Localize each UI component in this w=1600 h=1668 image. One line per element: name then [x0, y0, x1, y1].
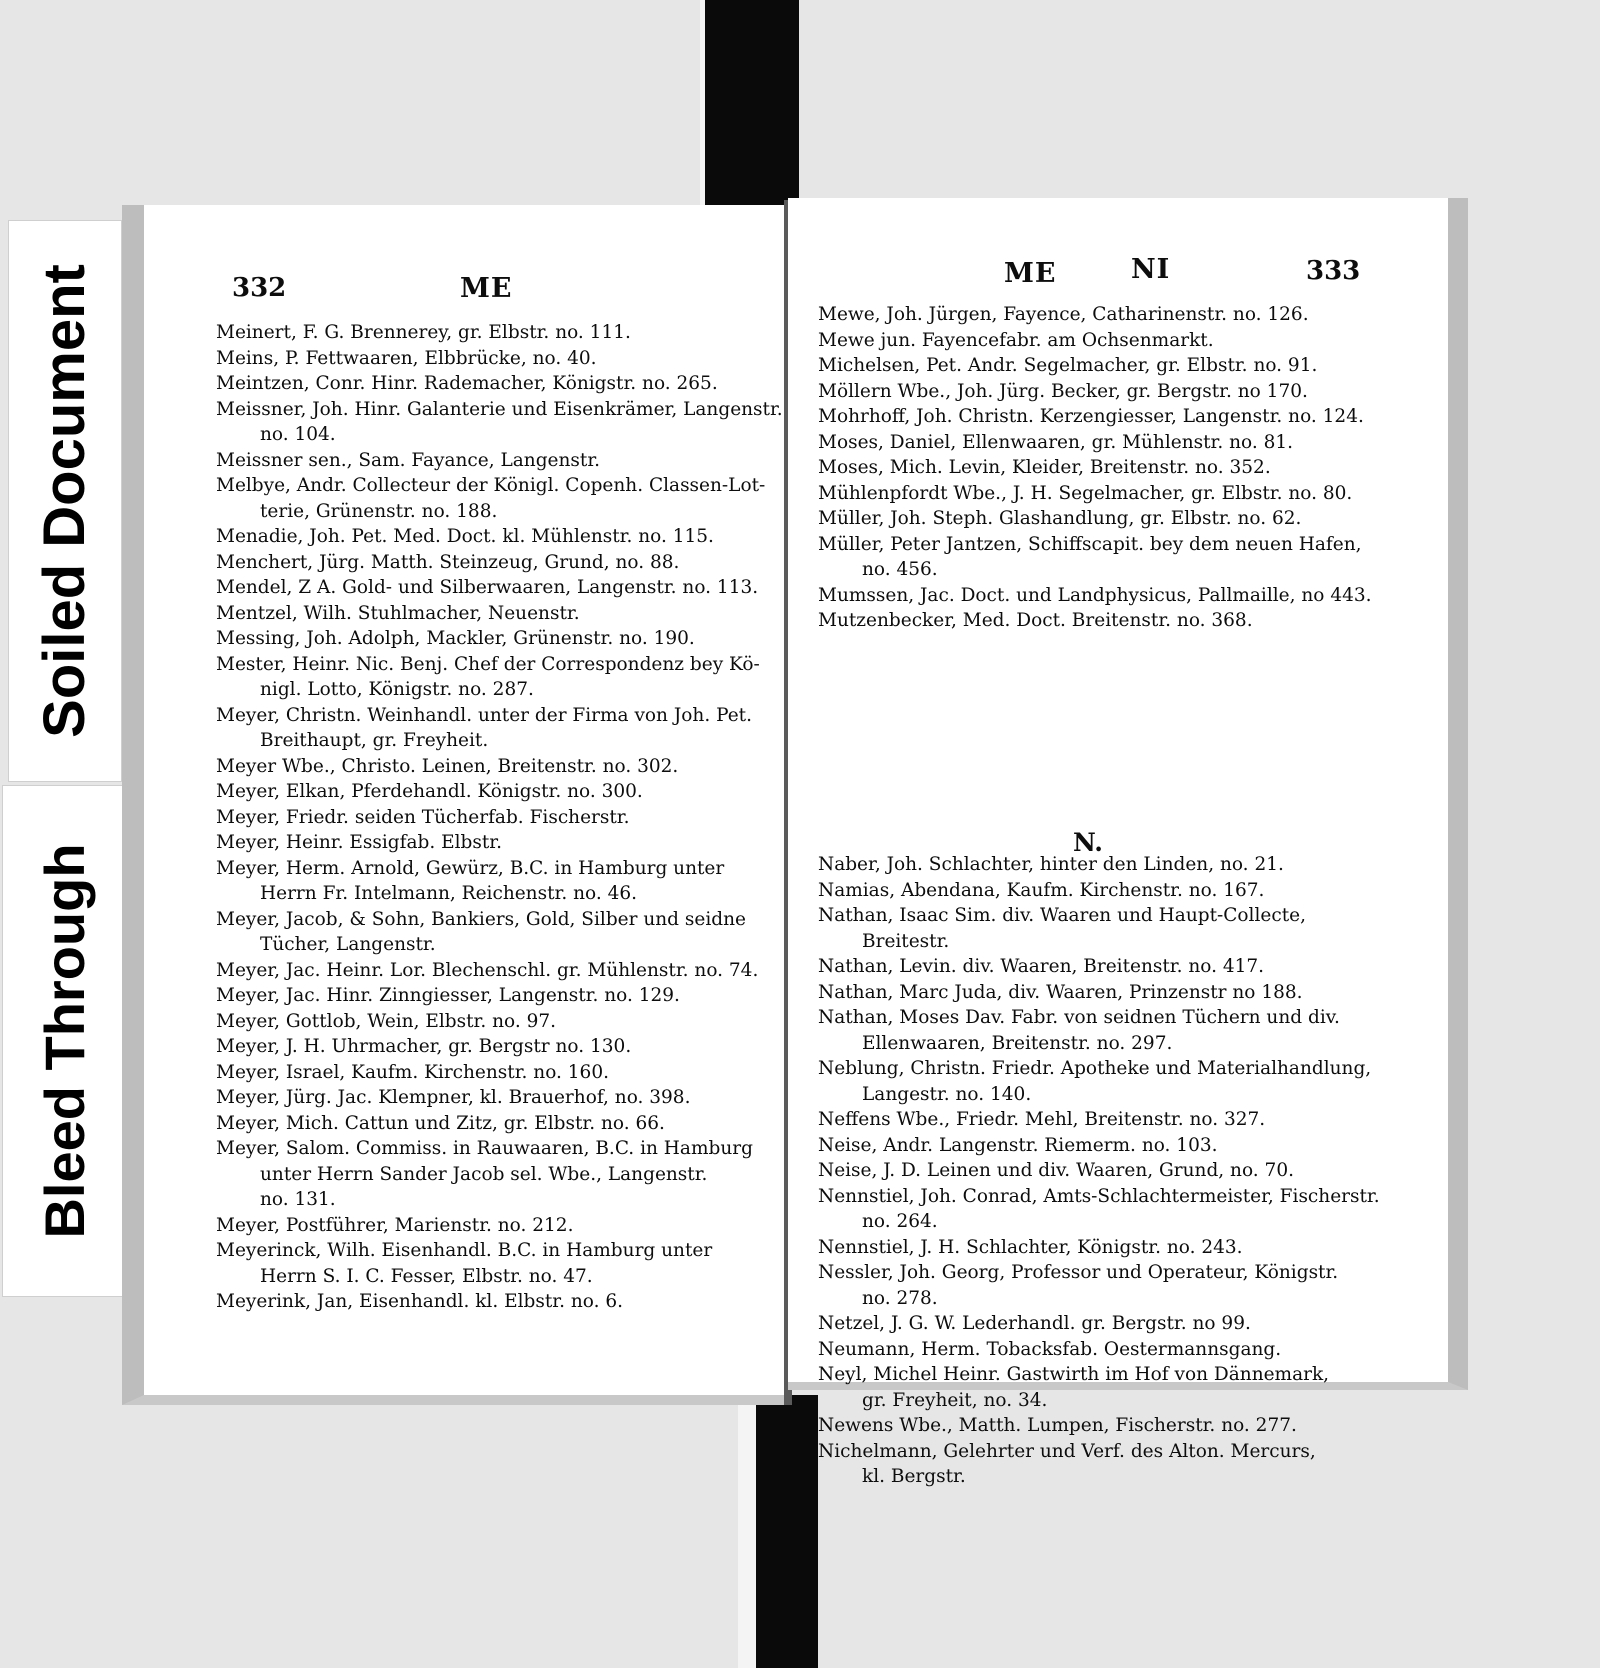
entry-continuation: no. 104.	[260, 424, 336, 445]
right-page	[788, 198, 1468, 1487]
directory-entry	[216, 1238, 796, 1289]
entry-text: Meyer, Mich. Cattun und Zitz, gr. Elbstr. no. 66.	[216, 1112, 665, 1134]
directory-entry	[818, 430, 1430, 456]
entry-continuation: Herrn S. I. C. Fesser, Elbstr. no. 47.	[260, 1265, 593, 1287]
entry-text: Meissner sen., Sam. Fayance, Langenstr.	[216, 449, 601, 471]
directory-entry	[818, 1413, 1430, 1439]
entry-text: Neise, J. D. Leinen und div. Waaren, Grund, no. 70.	[818, 1160, 1294, 1181]
entry-text: Menadie, Joh. Pet. Med. Doct. kl. Mühlenstr. no. 115.	[216, 526, 714, 547]
entry-continuation: nigl. Lotto, Königstr. no. 287.	[260, 679, 534, 700]
directory-entry	[216, 601, 796, 627]
entry-text: Nessler, Joh. Georg, Professor und Operateur, Königstr.	[818, 1262, 1339, 1283]
directory-entry	[818, 1260, 1430, 1311]
left-page	[122, 205, 787, 1405]
directory-entry	[216, 575, 796, 601]
directory-entry	[818, 404, 1430, 430]
entry-continuation: no. 456.	[862, 559, 938, 580]
right-page-number: 333	[1306, 256, 1361, 286]
entry-text: Menchert, Jürg. Matth. Steinzeug, Grund, no. 88.	[216, 551, 680, 573]
entry-continuation: Langestr. no. 140.	[862, 1083, 1032, 1105]
directory-entry	[818, 1107, 1430, 1133]
entry-text: Meyer Wbe., Christo. Leinen, Breitenstr. no. 302.	[216, 755, 679, 777]
directory-entry	[216, 550, 796, 576]
directory-entry	[216, 320, 796, 346]
entry-text: Müller, Joh. Steph. Glashandlung, gr. Elbstr. no. 62.	[818, 508, 1302, 529]
entry-text: Neffens Wbe., Friedr. Mehl, Breitenstr. no. 327.	[818, 1109, 1266, 1130]
entry-text: Namias, Abendana, Kaufm. Kirchenstr. no. 167.	[818, 879, 1265, 901]
directory-entry	[818, 1056, 1430, 1107]
entry-text: Mewe, Joh. Jürgen, Fayence, Catharinenstr. no. 126.	[818, 304, 1309, 325]
entry-text: Meyer, Friedr. seiden Tücherfab. Fischerstr.	[216, 806, 630, 828]
entry-text: Meyerinck, Wilh. Eisenhandl. B.C. in Hamburg unter	[216, 1240, 713, 1261]
directory-entry	[818, 903, 1430, 954]
soiled-document-text: Soiled Document	[32, 264, 97, 738]
entry-continuation: Breithaupt, gr. Freyheit.	[260, 730, 489, 751]
directory-entry	[216, 1060, 796, 1086]
soiled-document-label	[8, 220, 122, 782]
entry-text: Neyl, Michel Heinr. Gastwirth im Hof von Dännemark,	[818, 1364, 1330, 1385]
entry-text: Messing, Joh. Adolph, Mackler, Grünenstr. no. 190.	[216, 628, 695, 649]
directory-entry	[818, 328, 1430, 354]
directory-entry	[216, 754, 796, 780]
entry-text: Meyer, Postführer, Marienstr. no. 212.	[216, 1214, 574, 1236]
directory-entry	[216, 907, 796, 958]
right-entry-list-me	[818, 302, 1430, 634]
directory-entry	[818, 302, 1430, 328]
directory-entry	[818, 954, 1430, 980]
entry-text: Nathan, Marc Juda, div. Waaren, Prinzenstr no 188.	[818, 981, 1303, 1003]
directory-entry	[818, 353, 1430, 379]
entry-text: Meyer, Jürg. Jac. Klempner, kl. Brauerhof, no. 398.	[216, 1087, 691, 1108]
directory-entry	[216, 1111, 796, 1137]
directory-entry	[216, 346, 796, 372]
directory-entry	[818, 1184, 1430, 1235]
directory-entry	[818, 608, 1430, 634]
entry-text: Nathan, Levin. div. Waaren, Breitenstr. no. 417.	[818, 956, 1265, 977]
entry-text: Mewe jun. Fayencefabr. am Ochsenmarkt.	[818, 329, 1214, 351]
entry-text: Meins, P. Fettwaaren, Elbbrücke, no. 40.	[216, 347, 597, 369]
binding-strip-bottom	[756, 1395, 818, 1668]
entry-continuation: terie, Grünenstr. no. 188.	[260, 500, 498, 522]
entry-text: Mester, Heinr. Nic. Benj. Chef der Correspondenz bey Kö-	[216, 653, 760, 675]
left-page-number: 332	[232, 273, 287, 303]
right-running-head-1: ME	[1004, 258, 1057, 289]
directory-entry	[216, 1136, 796, 1213]
entry-text: Moses, Daniel, Ellenwaaren, gr. Mühlenstr. no. 81.	[818, 431, 1294, 453]
entry-text: Neblung, Christn. Friedr. Apotheke und Materialhandlung,	[818, 1058, 1372, 1079]
entry-text: Newens Wbe., Matth. Lumpen, Fischerstr. no. 277.	[818, 1415, 1297, 1436]
entry-continuation: kl. Bergstr.	[862, 1466, 966, 1487]
entry-text: Meyer, Salom. Commiss. in Rauwaaren, B.C. in Hamburg	[216, 1138, 753, 1159]
entry-text: Meyer, J. H. Uhrmacher, gr. Bergstr no. 130.	[216, 1036, 632, 1057]
entry-text: Meyer, Jac. Hinr. Zinngiesser, Langenstr. no. 129.	[216, 985, 680, 1006]
entry-text: Meyer, Heinr. Essigfab. Elbstr.	[216, 832, 502, 853]
section-letter-n: N.	[1073, 828, 1103, 857]
directory-entry	[216, 779, 796, 805]
directory-entry	[216, 856, 796, 907]
directory-entry	[818, 1311, 1430, 1337]
directory-entry	[216, 371, 796, 397]
directory-entry	[818, 1133, 1430, 1159]
entry-text: Meyer, Elkan, Pferdehandl. Königstr. no. 300.	[216, 781, 643, 802]
entry-continuation: no. 131.	[260, 1189, 336, 1210]
bleed-through-text: Bleed Through	[33, 843, 96, 1239]
directory-entry	[818, 878, 1430, 904]
binding-edge-bottom	[738, 1395, 758, 1668]
entry-text: Michelsen, Pet. Andr. Segelmacher, gr. Elbstr. no. 91.	[818, 355, 1318, 376]
entry-text: Meyerink, Jan, Eisenhandl. kl. Elbstr. no. 6.	[216, 1291, 624, 1312]
entry-text: Moses, Mich. Levin, Kleider, Breitenstr. no. 352.	[818, 457, 1271, 478]
entry-text: Meintzen, Conr. Hinr. Rademacher, Königstr. no. 265.	[216, 373, 718, 394]
directory-entry	[818, 1005, 1430, 1056]
right-entry-list-n	[818, 852, 1430, 1490]
entry-text: Meyer, Gottlob, Wein, Elbstr. no. 97.	[216, 1010, 557, 1032]
directory-entry	[216, 983, 796, 1009]
directory-entry	[818, 980, 1430, 1006]
directory-entry	[216, 1213, 796, 1239]
entry-text: Mentzel, Wilh. Stuhlmacher, Neuenstr.	[216, 602, 580, 624]
bleed-through-label	[2, 785, 128, 1297]
entry-text: Nennstiel, J. H. Schlachter, Königstr. no. 243.	[818, 1236, 1243, 1258]
entry-text: Netzel, J. G. W. Lederhandl. gr. Bergstr. no 99.	[818, 1313, 1251, 1334]
directory-entry	[818, 481, 1430, 507]
entry-text: Neumann, Herm. Tobacksfab. Oestermannsgang.	[818, 1338, 1282, 1360]
entry-text: Melbye, Andr. Collecteur der Königl. Copenh. Classen-Lot-	[216, 475, 766, 496]
entry-text: Mutzenbecker, Med. Doct. Breitenstr. no. 368.	[818, 610, 1253, 631]
directory-entry	[216, 1289, 796, 1315]
directory-entry	[216, 1009, 796, 1035]
directory-entry	[216, 830, 796, 856]
entry-text: Meyer, Christn. Weinhandl. unter der Firma von Joh. Pet.	[216, 704, 752, 726]
directory-entry	[818, 506, 1430, 532]
directory-entry	[216, 626, 796, 652]
entry-continuation: gr. Freyheit, no. 34.	[862, 1389, 1048, 1411]
entry-text: Möllern Wbe., Joh. Jürg. Becker, gr. Bergstr. no 170.	[818, 380, 1308, 402]
directory-entry	[216, 397, 796, 448]
entry-text: Nathan, Moses Dav. Fabr. von seidnen Tüchern und div.	[818, 1007, 1340, 1028]
left-running-head: ME	[460, 273, 513, 304]
directory-entry	[818, 1362, 1430, 1413]
entry-text: Mohrhoff, Joh. Christn. Kerzengiesser, Langenstr. no. 124.	[818, 406, 1364, 427]
directory-entry	[216, 1085, 796, 1111]
directory-entry	[216, 448, 796, 474]
directory-entry	[818, 1235, 1430, 1261]
binding-strip-top	[705, 0, 799, 210]
directory-entry	[818, 1337, 1430, 1363]
left-entry-list	[216, 320, 796, 1315]
entry-continuation: no. 278.	[862, 1287, 938, 1309]
directory-entry	[818, 1439, 1430, 1490]
directory-entry	[216, 1034, 796, 1060]
entry-text: Mendel, Z A. Gold- und Silberwaaren, Langenstr. no. 113.	[216, 577, 759, 598]
directory-entry	[818, 532, 1430, 583]
entry-text: Nichelmann, Gelehrter und Verf. des Alton. Mercurs,	[818, 1440, 1316, 1462]
entry-continuation: Ellenwaaren, Breitenstr. no. 297.	[862, 1032, 1173, 1054]
entry-text: Meyer, Jacob, & Sohn, Bankiers, Gold, Silber und seidne	[216, 908, 746, 930]
entry-text: Meyer, Israel, Kaufm. Kirchenstr. no. 160.	[216, 1061, 609, 1083]
directory-entry	[216, 473, 796, 524]
directory-entry	[818, 852, 1430, 878]
entry-text: Mumssen, Jac. Doct. und Landphysicus, Pallmaille, no 443.	[818, 584, 1372, 606]
entry-text: Nennstiel, Joh. Conrad, Amts-Schlachtermeister, Fischerstr.	[818, 1185, 1380, 1207]
entry-text: Meissner, Joh. Hinr. Galanterie und Eisenkrämer, Langenstr.	[216, 398, 783, 420]
entry-text: Mühlenpfordt Wbe., J. H. Segelmacher, gr. Elbstr. no. 80.	[818, 482, 1353, 504]
entry-continuation: Herrn Fr. Intelmann, Reichenstr. no. 46.	[260, 883, 638, 904]
directory-entry	[818, 1158, 1430, 1184]
entry-text: Naber, Joh. Schlachter, hinter den Linden, no. 21.	[818, 854, 1284, 875]
directory-entry	[216, 524, 796, 550]
entry-text: Müller, Peter Jantzen, Schiffscapit. bey dem neuen Hafen,	[818, 533, 1362, 555]
directory-entry	[216, 703, 796, 754]
entry-continuation: no. 264.	[862, 1211, 938, 1232]
directory-entry	[216, 958, 796, 984]
directory-entry	[216, 805, 796, 831]
entry-text: Neise, Andr. Langenstr. Riemerm. no. 103.	[818, 1134, 1218, 1156]
entry-text: Nathan, Isaac Sim. div. Waaren und Haupt-Collecte,	[818, 905, 1306, 926]
directory-entry	[818, 379, 1430, 405]
directory-entry	[818, 455, 1430, 481]
entry-text: Meinert, F. G. Brennerey, gr. Elbstr. no. 111.	[216, 322, 631, 343]
right-running-head-2: NI	[1131, 254, 1171, 285]
entry-text: Meyer, Herm. Arnold, Gewürz, B.C. in Hamburg unter	[216, 857, 725, 879]
entry-continuation: unter Herrn Sander Jacob sel. Wbe., Langenstr.	[260, 1163, 708, 1185]
entry-continuation: Tücher, Langenstr.	[260, 934, 436, 955]
entry-text: Meyer, Jac. Heinr. Lor. Blechenschl. gr. Mühlenstr. no. 74.	[216, 959, 759, 981]
entry-continuation: Breitestr.	[862, 930, 950, 952]
directory-entry	[216, 652, 796, 703]
directory-entry	[818, 583, 1430, 609]
